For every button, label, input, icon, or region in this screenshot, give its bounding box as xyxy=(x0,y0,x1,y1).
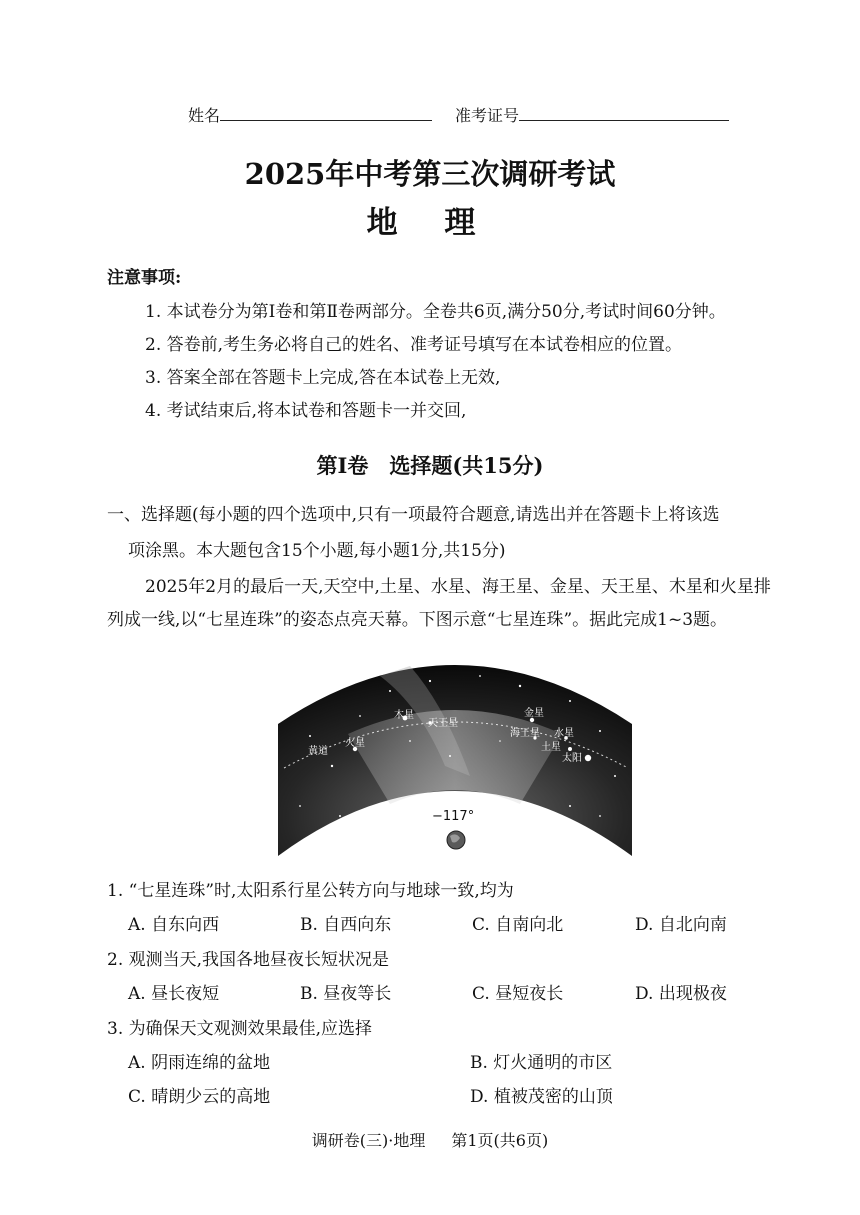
ecliptic-label: 黄道 xyxy=(308,746,328,757)
exam-id-field xyxy=(455,103,729,126)
sun-label: 太阳 xyxy=(562,753,582,764)
q3-option-a: A. 阴雨连绵的盆地 xyxy=(128,1053,271,1073)
exam-id-label: 准考证号 xyxy=(455,106,520,125)
q2-option-b: B. 昼夜等长 xyxy=(300,984,392,1004)
q3-option-d: D. 植被茂密的山顶 xyxy=(470,1087,613,1107)
q2-option-a: A. 昼长夜短 xyxy=(128,984,220,1004)
q3-option-b: B. 灯火通明的市区 xyxy=(470,1053,613,1073)
angle-label: −117° xyxy=(432,809,475,824)
q2-option-c: C. 昼短夜长 xyxy=(472,984,564,1004)
note-item: 2. 答卷前,考生务必将自己的姓名、准考证号填写在本试卷相应的位置。 xyxy=(145,335,683,355)
exam-id-blank xyxy=(519,106,729,121)
q1-option-c: C. 自南向北 xyxy=(472,915,564,935)
q1-option-a: A. 自东向西 xyxy=(128,915,220,935)
question-3-stem: 3. 为确保天文观测效果最佳,应选择 xyxy=(107,1019,373,1039)
exam-title: 2025年中考第三次调研考试 xyxy=(244,157,616,191)
seven-planets-figure xyxy=(270,646,640,860)
instruction-line-2: 项涂黑。本大题包含15个小题,每小题1分,共15分) xyxy=(128,541,506,561)
note-item: 1. 本试卷分为第Ⅰ卷和第Ⅱ卷两部分。全卷共6页,满分50分,考试时间60分钟。 xyxy=(145,302,726,322)
note-item: 4. 考试结束后,将本试卷和答题卡一并交回, xyxy=(145,401,467,421)
footer-left: 调研卷(三)·地理 xyxy=(311,1131,426,1150)
section-heading: 第Ⅰ卷 选择题(共15分) xyxy=(316,453,544,478)
name-blank xyxy=(220,106,432,121)
neptune-label: 海王星 xyxy=(510,728,540,739)
subject-title: 地 理 xyxy=(366,205,494,241)
page-footer xyxy=(0,1128,860,1151)
name-label: 姓名 xyxy=(188,106,221,125)
uranus-label: 天王星 xyxy=(428,718,458,729)
q2-option-d: D. 出现极夜 xyxy=(635,984,727,1004)
q1-option-d: D. 自北向南 xyxy=(635,915,727,935)
footer-page-number: 第1页(共6页) xyxy=(451,1131,549,1150)
q3-option-c: C. 晴朗少云的高地 xyxy=(128,1087,271,1107)
notes-heading: 注意事项: xyxy=(107,268,182,288)
mars-label: 火星 xyxy=(345,738,365,749)
passage-line-2: 列成一线,以“七星连珠”的姿态点亮天幕。下图示意“七星连珠”。据此完成1~3题。 xyxy=(107,610,728,630)
venus-label: 金星 xyxy=(524,708,544,719)
mercury-label: 水星 xyxy=(554,728,574,739)
note-item: 3. 答案全部在答题卡上完成,答在本试卷上无效, xyxy=(145,368,501,388)
name-field xyxy=(188,103,432,126)
earth-icon xyxy=(447,831,465,849)
question-1-stem: 1. “七星连珠”时,太阳系行星公转方向与地球一致,均为 xyxy=(107,881,514,901)
passage-line-1: 2025年2月的最后一天,天空中,土星、水星、海王星、金星、天王星、木星和火星排 xyxy=(145,577,771,597)
instruction-line-1: 一、选择题(每小题的四个选项中,只有一项最符合题意,请选出并在答题卡上将该选 xyxy=(107,505,720,525)
question-2-stem: 2. 观测当天,我国各地昼夜长短状况是 xyxy=(107,950,390,970)
q1-option-b: B. 自西向东 xyxy=(300,915,392,935)
saturn-label: 土星 xyxy=(541,742,561,753)
jupiter-label: 木星 xyxy=(394,710,414,721)
